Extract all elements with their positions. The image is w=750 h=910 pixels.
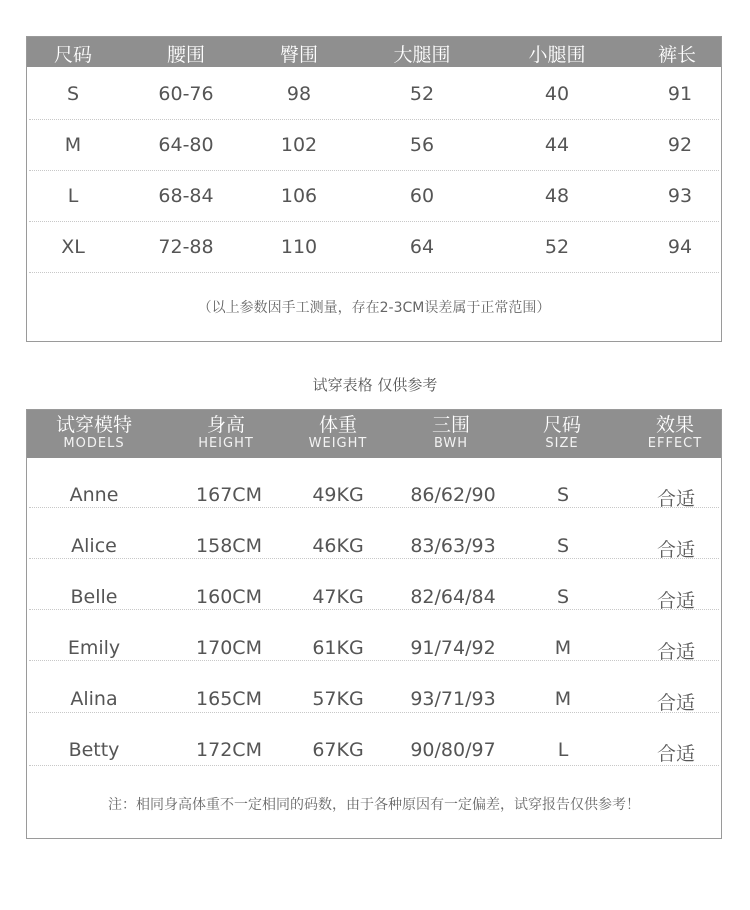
cell-calf: 48 [544,185,570,207]
cell-height: 172CM [196,739,262,761]
header-bwh [432,414,470,452]
cell-length: 94 [667,236,693,258]
cell-size: S [556,484,570,506]
table-row [27,171,721,222]
cell-model: Alina [70,688,118,710]
cell-model: Anne [69,484,119,506]
cell-bwh: 82/64/84 [410,586,496,608]
cell-hip: 110 [280,236,318,258]
cell-effect: 合适 [656,488,696,510]
cell-height: 160CM [196,586,262,608]
cell-weight: 49KG [312,484,364,506]
header-models-en: MODELS [63,436,125,451]
cell-hip: 102 [280,134,318,156]
cell-size: S [556,586,570,608]
cell-waist: 72-88 [158,236,214,258]
cell-model: Belle [70,586,118,608]
header-weight [309,414,368,452]
size-chart-table [26,36,722,342]
header-effect-en: EFFECT [647,436,703,451]
cell-hip: 98 [286,83,312,105]
row-divider [29,765,719,766]
cell-length: 93 [667,185,693,207]
cell-thigh: 52 [409,83,435,105]
header-calf: 小腿围 [528,44,586,66]
measurement-note: （以上参数因手工测量，存在2-3CM误差属于正常范围） [197,300,551,316]
row-divider [29,609,719,610]
header-length: 裤长 [657,44,697,66]
cell-size: L [557,739,569,761]
table-row [27,623,721,674]
header-size-en: SIZE [545,436,579,451]
cell-size: S [66,83,80,105]
cell-waist: 64-80 [158,134,214,156]
cell-length: 91 [667,83,693,105]
cell-calf: 40 [544,83,570,105]
cell-model: Alice [71,535,117,557]
header-height-en: HEIGHT [198,436,254,451]
header-weight-cn: 体重 [318,414,358,436]
cell-bwh: 90/80/97 [410,739,496,761]
cell-size: M [554,637,572,659]
row-divider [29,712,719,713]
cell-weight: 67KG [312,739,364,761]
cell-size: M [554,688,572,710]
cell-thigh: 56 [409,134,435,156]
row-divider [29,272,719,273]
fit-table-header [27,410,721,458]
cell-size: XL [61,236,85,258]
table-row [27,572,721,623]
header-models-cn: 试穿模特 [55,414,133,436]
cell-effect: 合适 [656,539,696,561]
header-size-cn: 尺码 [542,414,582,436]
header-bwh-en: BWH [433,436,469,451]
cell-effect: 合适 [656,692,696,714]
cell-thigh: 64 [409,236,435,258]
header-effect [648,414,702,452]
cell-height: 165CM [196,688,262,710]
cell-effect: 合适 [656,641,696,663]
cell-weight: 61KG [312,637,364,659]
table-row [27,120,721,171]
table-row [27,674,721,725]
cell-bwh: 93/71/93 [410,688,496,710]
cell-calf: 44 [544,134,570,156]
row-divider [29,660,719,661]
header-waist: 腰围 [166,44,206,66]
header-thigh: 大腿围 [393,44,451,66]
table-row [27,521,721,572]
header-height-cn: 身高 [206,414,245,436]
header-weight-en: WEIGHT [308,436,368,451]
cell-size: S [556,535,570,557]
cell-waist: 60-76 [158,83,214,105]
cell-bwh: 91/74/92 [410,637,496,659]
cell-weight: 46KG [312,535,364,557]
cell-size: M [64,134,82,156]
cell-model: Betty [68,739,120,761]
header-models [56,414,132,452]
table-row [27,222,721,273]
cell-hip: 106 [280,185,318,207]
header-effect-cn: 效果 [655,414,694,436]
header-bwh-cn: 三围 [431,414,471,436]
header-size: 尺码 [53,44,93,66]
table-row [27,69,721,120]
size-chart-header [27,37,721,67]
cell-effect: 合适 [656,590,696,612]
cell-model: Emily [67,637,121,659]
header-size [543,414,581,452]
cell-height: 167CM [196,484,262,506]
fit-report-note: 注：相同身高体重不一定相同的码数，由于各种原因有一定偏差，试穿报告仅供参考！ [108,797,640,813]
cell-weight: 47KG [312,586,364,608]
cell-bwh: 83/63/93 [410,535,496,557]
row-divider [29,558,719,559]
fit-report-table [26,409,722,839]
cell-height: 158CM [196,535,262,557]
cell-bwh: 86/62/90 [410,484,496,506]
cell-waist: 68-84 [158,185,214,207]
cell-thigh: 60 [409,185,435,207]
cell-length: 92 [667,134,693,156]
table-row [27,725,721,776]
cell-calf: 52 [544,236,570,258]
cell-height: 170CM [196,637,262,659]
cell-size: L [67,185,79,207]
header-height [198,414,254,452]
header-hip: 臀围 [279,44,319,66]
cell-effect: 合适 [656,743,696,765]
table-row [27,470,721,521]
cell-weight: 57KG [312,688,364,710]
fit-section-title: 试穿表格 仅供参考 [312,376,438,394]
row-divider [29,507,719,508]
